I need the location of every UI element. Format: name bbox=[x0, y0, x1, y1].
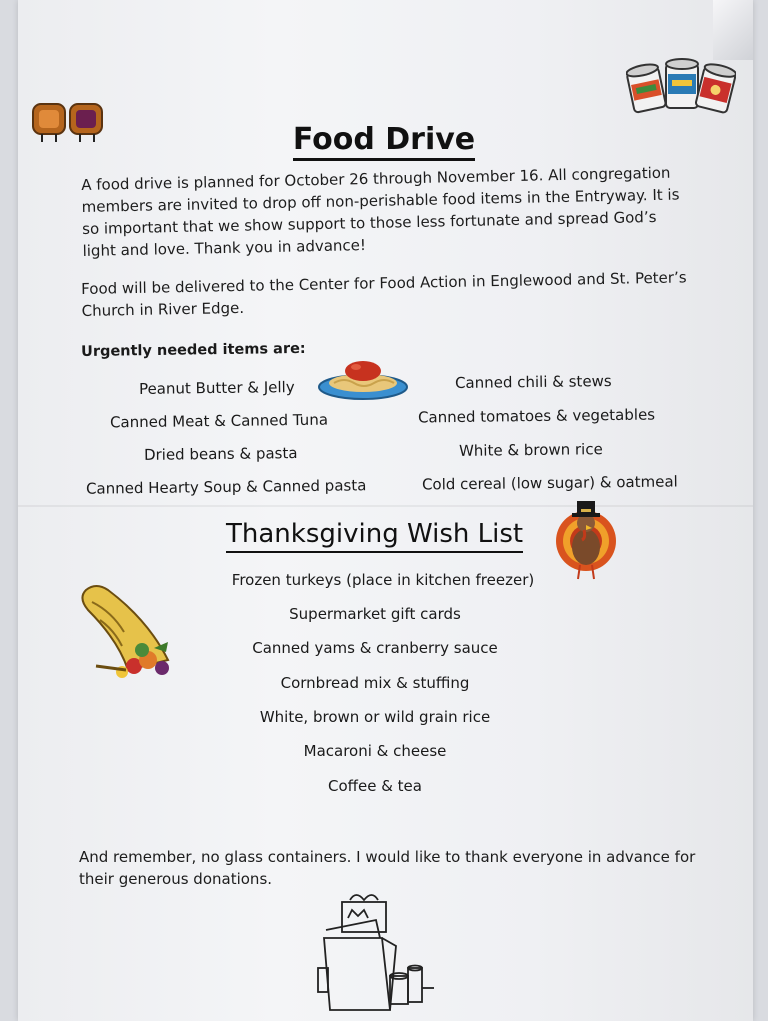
wish-list-item: Coffee & tea bbox=[328, 777, 422, 795]
urgent-item: Canned Hearty Soup & Canned pasta bbox=[85, 476, 367, 498]
cornucopia-icon bbox=[78, 580, 182, 682]
urgent-item: Cold cereal (low sugar) & oatmeal bbox=[421, 472, 678, 494]
intro-paragraph: A food drive is planned for October 26 through November 16. All congregation members are invited to drop off non-perishable food items in the Entryway. It is so important that we show support to those less fortunate and spread God’s light and love. Thank you in advance! bbox=[81, 163, 680, 260]
urgent-item: White & brown rice bbox=[458, 440, 603, 460]
urgent-item: Canned tomatoes & vegetables bbox=[417, 405, 656, 427]
wish-list-item: Supermarket gift cards bbox=[289, 605, 461, 623]
wish-list-title: Thanksgiving Wish List bbox=[226, 519, 523, 553]
grocery-bag-icon bbox=[312, 888, 438, 1016]
urgent-item: Canned Meat & Canned Tuna bbox=[109, 410, 329, 432]
urgent-heading: Urgently needed items are: bbox=[81, 340, 306, 360]
paper-fold bbox=[18, 505, 753, 507]
wish-list-item: White, brown or wild grain rice bbox=[259, 708, 491, 726]
urgent-item: Dried beans & pasta bbox=[143, 444, 298, 464]
wish-list-item: Frozen turkeys (place in kitchen freezer) bbox=[231, 571, 535, 589]
page-title: Food Drive bbox=[0, 122, 768, 157]
wish-list-item: Macaroni & cheese bbox=[303, 742, 447, 760]
wish-list-item: Cornbread mix & stuffing bbox=[280, 674, 470, 692]
closing-paragraph: And remember, no glass containers. I would like to thank everyone in advance for their generous donations. bbox=[79, 848, 696, 888]
urgent-item: Peanut Butter & Jelly bbox=[138, 378, 295, 398]
wish-list-item: Canned yams & cranberry sauce bbox=[252, 639, 498, 657]
canned-goods-icon bbox=[626, 58, 736, 116]
page-corner bbox=[713, 0, 753, 60]
delivery-paragraph: Food will be delivered to the Center for Food Action in Englewood and St. Peter’s Church in River Edge. bbox=[81, 268, 687, 320]
spaghetti-plate-icon bbox=[316, 355, 410, 403]
urgent-item: Canned chili & stews bbox=[454, 372, 612, 392]
